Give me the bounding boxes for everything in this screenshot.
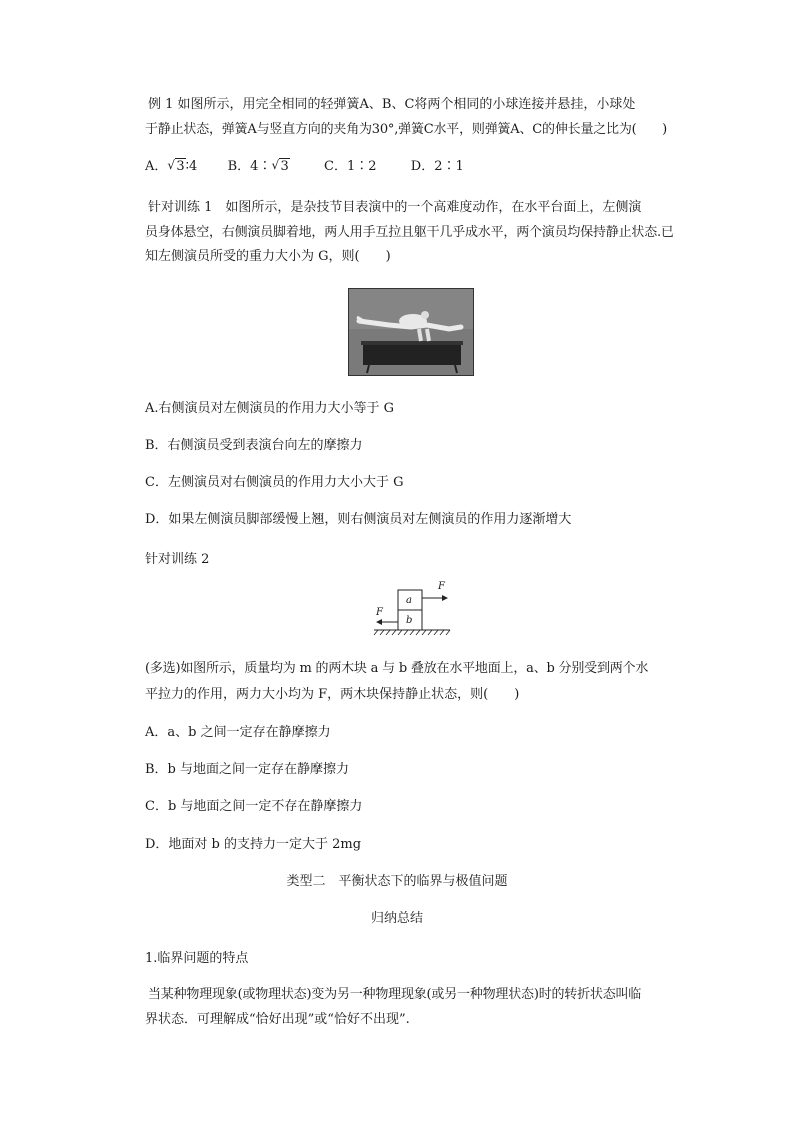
force-bottom-label: F [376, 607, 383, 618]
training1-option-a[interactable]: A.右侧演员对左侧演员的作用力大小等于 G [145, 401, 395, 416]
training1-option-d[interactable]: D．如果左侧演员脚部缓慢上翘，则右侧演员对左侧演员的作用力逐渐增大 [145, 512, 572, 527]
training1-option-b[interactable]: B．右侧演员受到表演台向左的摩擦力 [145, 438, 363, 453]
training2-option-a[interactable]: A．a、b 之间一定存在静摩擦力 [145, 725, 331, 740]
training1-line2: 员身体悬空，右侧演员脚着地，两人用手互拉且躯干几乎成水平，两个演员均保持静止状态.已 [145, 225, 674, 240]
section-heading: 类型二 平衡状态下的临界与极值问题 [286, 874, 508, 889]
training1-option-c[interactable]: C．左侧演员对右侧演员的作用力大小大于 G [145, 475, 404, 490]
block-a-label: a [406, 595, 412, 606]
example1-line2: 于静止状态，弹簧A与竖直方向的夹角为30°,弹簧C水平，则弹簧A、C的伸长量之比为( ) [145, 122, 667, 137]
sqrt-symbol: √ 3 [167, 158, 185, 177]
example1-options [145, 158, 665, 177]
training1-line3: 知左侧演员所受的重力大小为 G，则( ) [145, 249, 391, 264]
option-a[interactable]: A．√ 3∶4 [145, 159, 201, 174]
sqrt-symbol: √ 3 [271, 158, 289, 177]
training2-option-d[interactable]: D．地面对 b 的支持力一定大于 2mg [145, 837, 362, 852]
section-subheading: 归纳总结 [370, 911, 423, 926]
block-b-label: b [406, 615, 413, 626]
example1-line1: 例 1 如图所示，用完全相同的轻弹簧A、B、C将两个相同的小球连接并悬挂，小球处 [148, 97, 636, 112]
option-b[interactable]: B．4∶√ 3 [228, 159, 294, 174]
point1-line1: 当某种物理现象(或物理状态)变为另一种物理现象(或另一种物理状态)时的转折状态叫临 [148, 987, 642, 1002]
acrobat-figure [349, 289, 473, 375]
point1-title: 1.临界问题的特点 [145, 951, 249, 966]
training2-line2: 平拉力的作用，两力大小均为 F，两木块保持静止状态，则( ) [145, 687, 520, 702]
training1-line1: 针对训练 1 如图所示，是杂技节目表演中的一个高难度动作，在水平台面上，左侧演 [148, 200, 642, 215]
training2-option-b[interactable]: B．b 与地面之间一定存在静摩擦力 [145, 762, 350, 777]
point1-line2: 界状态．可理解成“恰好出现”或“恰好不出现”. [145, 1012, 410, 1027]
training2-title: 针对训练 2 [145, 552, 210, 567]
blocks-figure [372, 581, 452, 636]
training2-line1: (多选)如图所示，质量均为 m 的两木块 a 与 b 叠放在水平地面上，a、b 分别受到两个水 [145, 661, 649, 676]
training2-option-c[interactable]: C．b 与地面之间一定不存在静摩擦力 [145, 799, 363, 814]
force-top-label: F [438, 581, 445, 592]
acrobat-photo [348, 288, 474, 376]
option-c[interactable]: C．1∶2 [324, 159, 377, 174]
option-d[interactable]: D．2∶1 [410, 159, 464, 174]
